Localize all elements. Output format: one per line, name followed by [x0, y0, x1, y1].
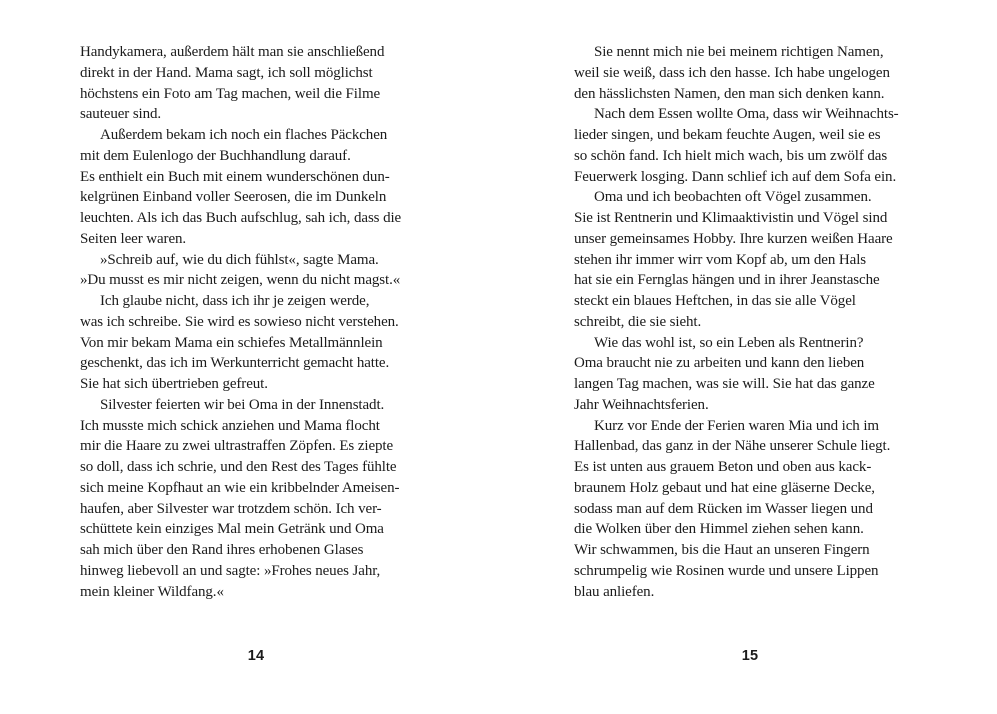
page-14-text-block — [80, 42, 415, 602]
text-line: schüttete kein einziges Mal mein Getränk und Oma — [80, 521, 384, 538]
text-line: hinweg liebevoll an und sagte: »Frohes neues Jahr, — [80, 562, 381, 579]
text-line: kelgrünen Einband voller Seerosen, die im Dunkeln — [80, 189, 387, 206]
text-line: mit dem Eulenlogo der Buchhandlung darauf. — [80, 147, 351, 164]
text-line: schrumpelig wie Rosinen wurde und unsere Lippen — [574, 562, 879, 579]
text-line: Kurz vor Ende der Ferien waren Mia und ich im — [594, 417, 879, 434]
paragraph — [80, 250, 415, 292]
text-line: hat sie ein Fernglas hängen und in ihrer Jeanstasche — [574, 272, 880, 289]
text-line: Hallenbad, das ganz in der Nähe unserer Schule liegt. — [574, 438, 891, 455]
text-line: weil sie weiß, dass ich den hasse. Ich habe ungelogen — [574, 64, 890, 81]
text-line: Silvester feierten wir bei Oma in der Innenstadt. — [100, 396, 385, 413]
text-line: Wir schwammen, bis die Haut an unseren Fingern — [574, 542, 870, 558]
text-line: braunem Holz gebaut und hat eine gläserne Decke, — [574, 479, 875, 496]
paragraph — [574, 42, 911, 104]
text-line: leuchten. Als ich das Buch aufschlug, sah ich, dass die — [80, 210, 402, 226]
paragraph — [574, 187, 911, 332]
text-line: »Schreib auf, wie du dich fühlst«, sagte Mama. — [100, 251, 379, 268]
text-line: »Du musst es mir nicht zeigen, wenn du nicht magst.« — [80, 272, 401, 289]
text-line: geschenkt, das ich im Werkunterricht gemacht hatte. — [80, 355, 390, 372]
text-line: lieder singen, und bekam feuchte Augen, weil sie es — [574, 127, 881, 143]
text-line: was ich schreibe. Sie wird es sowieso nicht verstehen. — [80, 313, 399, 330]
text-line: Jahr Weihnachtsferien. — [574, 396, 709, 413]
text-line: mein kleiner Wildfang.« — [80, 583, 224, 600]
text-line: stehen ihr immer wirr vom Kopf ab, um den Hals — [574, 251, 867, 268]
text-line: die Wolken über den Himmel ziehen sehen kann. — [574, 521, 864, 538]
text-line: haufen, aber Silvester war trotzdem schön. Ich ver- — [80, 500, 382, 517]
text-line: Von mir bekam Mama ein schiefes Metallmännlein — [80, 334, 383, 351]
paragraph — [80, 42, 415, 125]
text-line: sich meine Kopfhaut an wie ein kribbelnder Ameisen- — [80, 479, 400, 496]
text-line: sodass man auf dem Rücken im Wasser liegen und — [574, 500, 873, 517]
text-line: höchstens ein Foto am Tag machen, weil die Filme — [80, 85, 381, 102]
paragraph — [80, 125, 415, 250]
text-line: Es ist unten aus grauem Beton und oben aus kack- — [574, 459, 872, 475]
text-line: Seiten leer waren. — [80, 230, 187, 247]
page-15-text-block — [574, 42, 911, 602]
paragraph — [80, 395, 415, 603]
text-line: Sie ist Rentnerin und Klimaaktivistin und Vögel sind — [574, 210, 888, 226]
text-line: den hässlichsten Namen, den man sich denken kann. — [574, 85, 885, 102]
text-line: direkt in der Hand. Mama sagt, ich soll möglichst — [80, 64, 373, 81]
text-line: mir die Haare zu zwei ultrastraffen Zöpfen. Es ziepte — [80, 438, 394, 455]
page-15-number: 15 — [741, 648, 759, 664]
text-line: so doll, dass ich schrie, und den Rest des Tages fühlte — [80, 459, 397, 475]
text-line: steckt ein blaues Heftchen, in das sie alle Vögel — [574, 293, 856, 309]
text-line: sauteuer sind. — [80, 106, 162, 123]
paragraph — [574, 104, 911, 187]
text-line: Ich glaube nicht, dass ich ihr je zeigen werde, — [100, 293, 370, 309]
text-line: unser gemeinsames Hobby. Ihre kurzen weißen Haare — [574, 230, 893, 247]
text-line: schreibt, die sie sieht. — [574, 313, 702, 330]
text-line: Ich musste mich schick anziehen und Mama flocht — [80, 417, 380, 434]
text-line: Es enthielt ein Buch mit einem wunderschönen dun- — [80, 168, 390, 185]
text-line: Wie das wohl ist, so ein Leben als Rentnerin? — [594, 334, 864, 351]
paragraph — [80, 291, 415, 395]
text-line: blau anliefen. — [574, 583, 655, 600]
text-line: Außerdem bekam ich noch ein flaches Päckchen — [100, 127, 388, 143]
page-15 — [498, 0, 997, 714]
page-14-number: 14 — [247, 648, 265, 664]
text-line: Sie hat sich übertrieben gefreut. — [80, 376, 268, 392]
text-line: Feuerwerk losging. Dann schlief ich auf dem Sofa ein. — [574, 168, 897, 185]
text-line: Nach dem Essen wollte Oma, dass wir Weihnachts- — [594, 106, 899, 123]
text-line: so schön fand. Ich hielt mich wach, bis um zwölf das — [574, 147, 888, 164]
paragraph — [574, 333, 911, 416]
text-line: Oma braucht nie zu arbeiten und kann den lieben — [574, 355, 865, 372]
paragraph — [574, 416, 911, 603]
page-14 — [0, 0, 498, 714]
text-line: Sie nennt mich nie bei meinem richtigen Namen, — [594, 44, 884, 60]
text-line: langen Tag machen, was sie will. Sie hat das ganze — [574, 376, 875, 392]
text-line: Oma und ich beobachten oft Vögel zusammen. — [594, 189, 872, 206]
text-line: Handykamera, außerdem hält man sie anschließend — [80, 44, 385, 60]
text-line: sah mich über den Rand ihres erhobenen Glases — [80, 542, 364, 558]
